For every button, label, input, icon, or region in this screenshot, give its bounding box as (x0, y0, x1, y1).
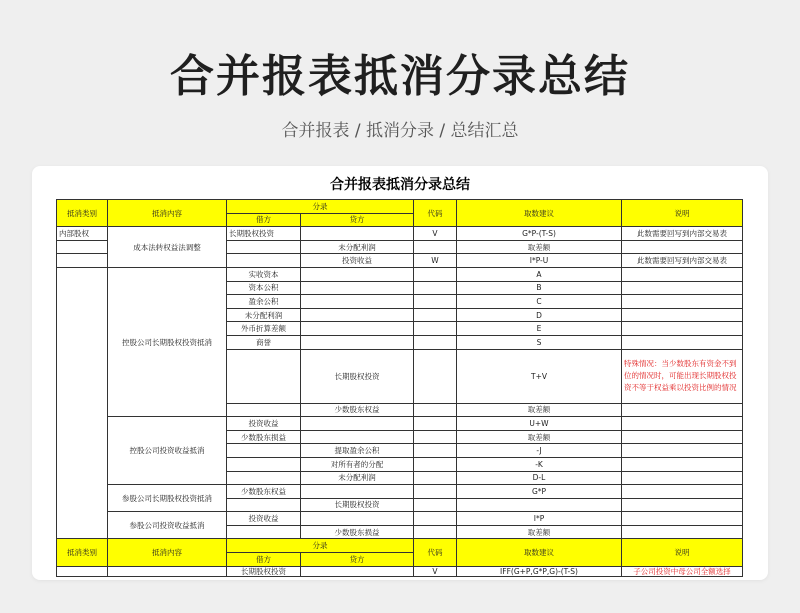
cell-debit: 投资收益 (227, 417, 301, 431)
cell-code (414, 512, 457, 526)
cell-note (622, 471, 743, 485)
cell-suggest: T+V (457, 349, 622, 403)
cell-note (622, 295, 743, 309)
cell-suggest: S (457, 335, 622, 349)
cell-type (57, 240, 108, 254)
cell-debit: 少数股东损益 (227, 430, 301, 444)
cell-debit: 未分配利润 (227, 308, 301, 322)
cell-credit: 提取盈余公积 (301, 444, 414, 458)
cell-credit (301, 512, 414, 526)
cell-debit: 实收资本 (227, 267, 301, 281)
header-type: 抵消类别 (57, 539, 108, 566)
cell-credit (301, 335, 414, 349)
cell-note (622, 430, 743, 444)
cell-code (414, 349, 457, 403)
cell-note (622, 267, 743, 281)
header-code: 代码 (414, 539, 457, 566)
page-title: 合并报表抵消分录总结 (170, 51, 630, 102)
cell-debit (227, 240, 301, 254)
cell-note (622, 457, 743, 471)
cell-code (414, 525, 457, 539)
cell-code (414, 430, 457, 444)
header-row-repeat (57, 539, 743, 553)
cell-suggest: C (457, 295, 622, 309)
table-row (57, 417, 743, 431)
cell-note: 此数需要回写到内部交易表 (622, 227, 743, 241)
cell-code: W (414, 254, 457, 268)
cell-suggest: U+W (457, 417, 622, 431)
cell-debit: 外币折算差额 (227, 322, 301, 336)
cell-code (414, 471, 457, 485)
cell-credit (301, 322, 414, 336)
cell-suggest: B (457, 281, 622, 295)
cell-content: 控股公司长期股权投资抵消 (108, 267, 227, 416)
cell-content: 参股公司长期股权投资抵消 (108, 485, 227, 512)
cell-code (414, 498, 457, 512)
cell-suggest: G*P-(T-S) (457, 227, 622, 241)
cell-suggest: IFF(G+P,G*P,G)-(T-S) (457, 566, 622, 576)
cell-content: 成本法转权益法调整 (108, 227, 227, 268)
header-row (57, 200, 743, 214)
header-type: 抵消类别 (57, 200, 108, 227)
header-debit: 借方 (227, 553, 301, 567)
cell-code: V (414, 227, 457, 241)
table-row (57, 227, 743, 241)
cell-credit (301, 267, 414, 281)
header-entry: 分录 (227, 539, 414, 553)
cell-suggest (457, 498, 622, 512)
cell-credit (301, 227, 414, 241)
spreadsheet-preview-card (32, 166, 768, 580)
cell-debit (227, 525, 301, 539)
cell-code: V (414, 566, 457, 576)
elimination-table (56, 199, 743, 577)
cell-credit: 少数股东权益 (301, 403, 414, 417)
cell-note (622, 417, 743, 431)
cell-credit (301, 417, 414, 431)
header-debit: 借方 (227, 213, 301, 227)
cell-code (414, 267, 457, 281)
cell-note (622, 308, 743, 322)
header-note: 说明 (622, 200, 743, 227)
cell-note-special: 特殊情况：当少数股东有资金不到位的情况时，可能出现长期股权投资不等于权益乘以投资比例的情况 (622, 349, 743, 403)
cell-credit (301, 295, 414, 309)
cell-suggest: I*P (457, 512, 622, 526)
cell-credit (301, 566, 414, 576)
cell-debit (227, 254, 301, 268)
cell-note (622, 281, 743, 295)
cell-type (57, 267, 108, 539)
cell-code (414, 335, 457, 349)
cell-credit: 少数股东损益 (301, 525, 414, 539)
cell-suggest: 取差额 (457, 403, 622, 417)
cell-code (414, 417, 457, 431)
cell-note (622, 444, 743, 458)
header-suggest: 取数建议 (457, 539, 622, 566)
cell-credit (301, 281, 414, 295)
table-row (57, 267, 743, 281)
cell-note (622, 240, 743, 254)
cell-suggest: D (457, 308, 622, 322)
table-row (57, 512, 743, 526)
cell-note (622, 525, 743, 539)
cell-debit: 长期股权投资 (227, 227, 301, 241)
cell-code (414, 403, 457, 417)
cell-suggest: 取差额 (457, 430, 622, 444)
cell-credit: 未分配利润 (301, 471, 414, 485)
cell-note (622, 403, 743, 417)
cell-code (414, 485, 457, 499)
header-suggest: 取数建议 (457, 200, 622, 227)
cell-content (108, 566, 227, 576)
header-note: 说明 (622, 539, 743, 566)
cell-debit: 少数股东权益 (227, 485, 301, 499)
cell-debit (227, 471, 301, 485)
cell-credit: 对所有者的分配 (301, 457, 414, 471)
cell-note (622, 335, 743, 349)
cell-content: 控股公司投资收益抵消 (108, 417, 227, 485)
cell-suggest: I*P-U (457, 254, 622, 268)
cell-debit (227, 457, 301, 471)
cell-note (622, 498, 743, 512)
header-credit: 贷方 (301, 213, 414, 227)
cell-suggest: 取差额 (457, 240, 622, 254)
cell-debit (227, 444, 301, 458)
cell-note (622, 485, 743, 499)
cell-credit (301, 430, 414, 444)
cell-debit: 资本公积 (227, 281, 301, 295)
cell-code (414, 308, 457, 322)
header-credit: 贷方 (301, 553, 414, 567)
cell-credit: 长期股权投资 (301, 349, 414, 403)
table-row (57, 485, 743, 499)
cell-note (622, 512, 743, 526)
cell-credit: 投资收益 (301, 254, 414, 268)
cell-debit: 长期股权投资 (227, 566, 301, 576)
cell-suggest: -K (457, 457, 622, 471)
cell-debit: 商誉 (227, 335, 301, 349)
cell-type (57, 254, 108, 268)
cell-suggest: -J (457, 444, 622, 458)
cell-suggest: D-L (457, 471, 622, 485)
cell-suggest: 取差额 (457, 525, 622, 539)
cell-code (414, 295, 457, 309)
page-subtitle: 合并报表 / 抵消分录 / 总结汇总 (281, 121, 519, 141)
cell-credit: 未分配利润 (301, 240, 414, 254)
cell-type (57, 566, 108, 576)
cell-content: 参股公司投资收益抵消 (108, 512, 227, 539)
cell-suggest: A (457, 267, 622, 281)
cell-suggest: G*P (457, 485, 622, 499)
cell-code (414, 240, 457, 254)
header-code: 代码 (414, 200, 457, 227)
header-content: 抵消内容 (108, 539, 227, 566)
table-row-cut (57, 566, 743, 576)
cell-code (414, 322, 457, 336)
cell-code (414, 281, 457, 295)
cell-note: 子公司投资中母公司全额选择 (622, 566, 743, 576)
cell-type: 内部股权 (57, 227, 108, 241)
header-entry: 分录 (227, 200, 414, 214)
cell-note: 此数需要回写到内部交易表 (622, 254, 743, 268)
cell-credit (301, 485, 414, 499)
cell-credit (301, 308, 414, 322)
cell-debit (227, 403, 301, 417)
cell-code (414, 444, 457, 458)
cell-code (414, 457, 457, 471)
cell-debit: 投资收益 (227, 512, 301, 526)
sheet-title: 合并报表抵消分录总结 (330, 177, 470, 193)
cell-debit (227, 349, 301, 403)
cell-debit: 盈余公积 (227, 295, 301, 309)
cell-note (622, 322, 743, 336)
cell-debit (227, 498, 301, 512)
header-content: 抵消内容 (108, 200, 227, 227)
cell-credit: 长期股权投资 (301, 498, 414, 512)
cell-suggest: E (457, 322, 622, 336)
